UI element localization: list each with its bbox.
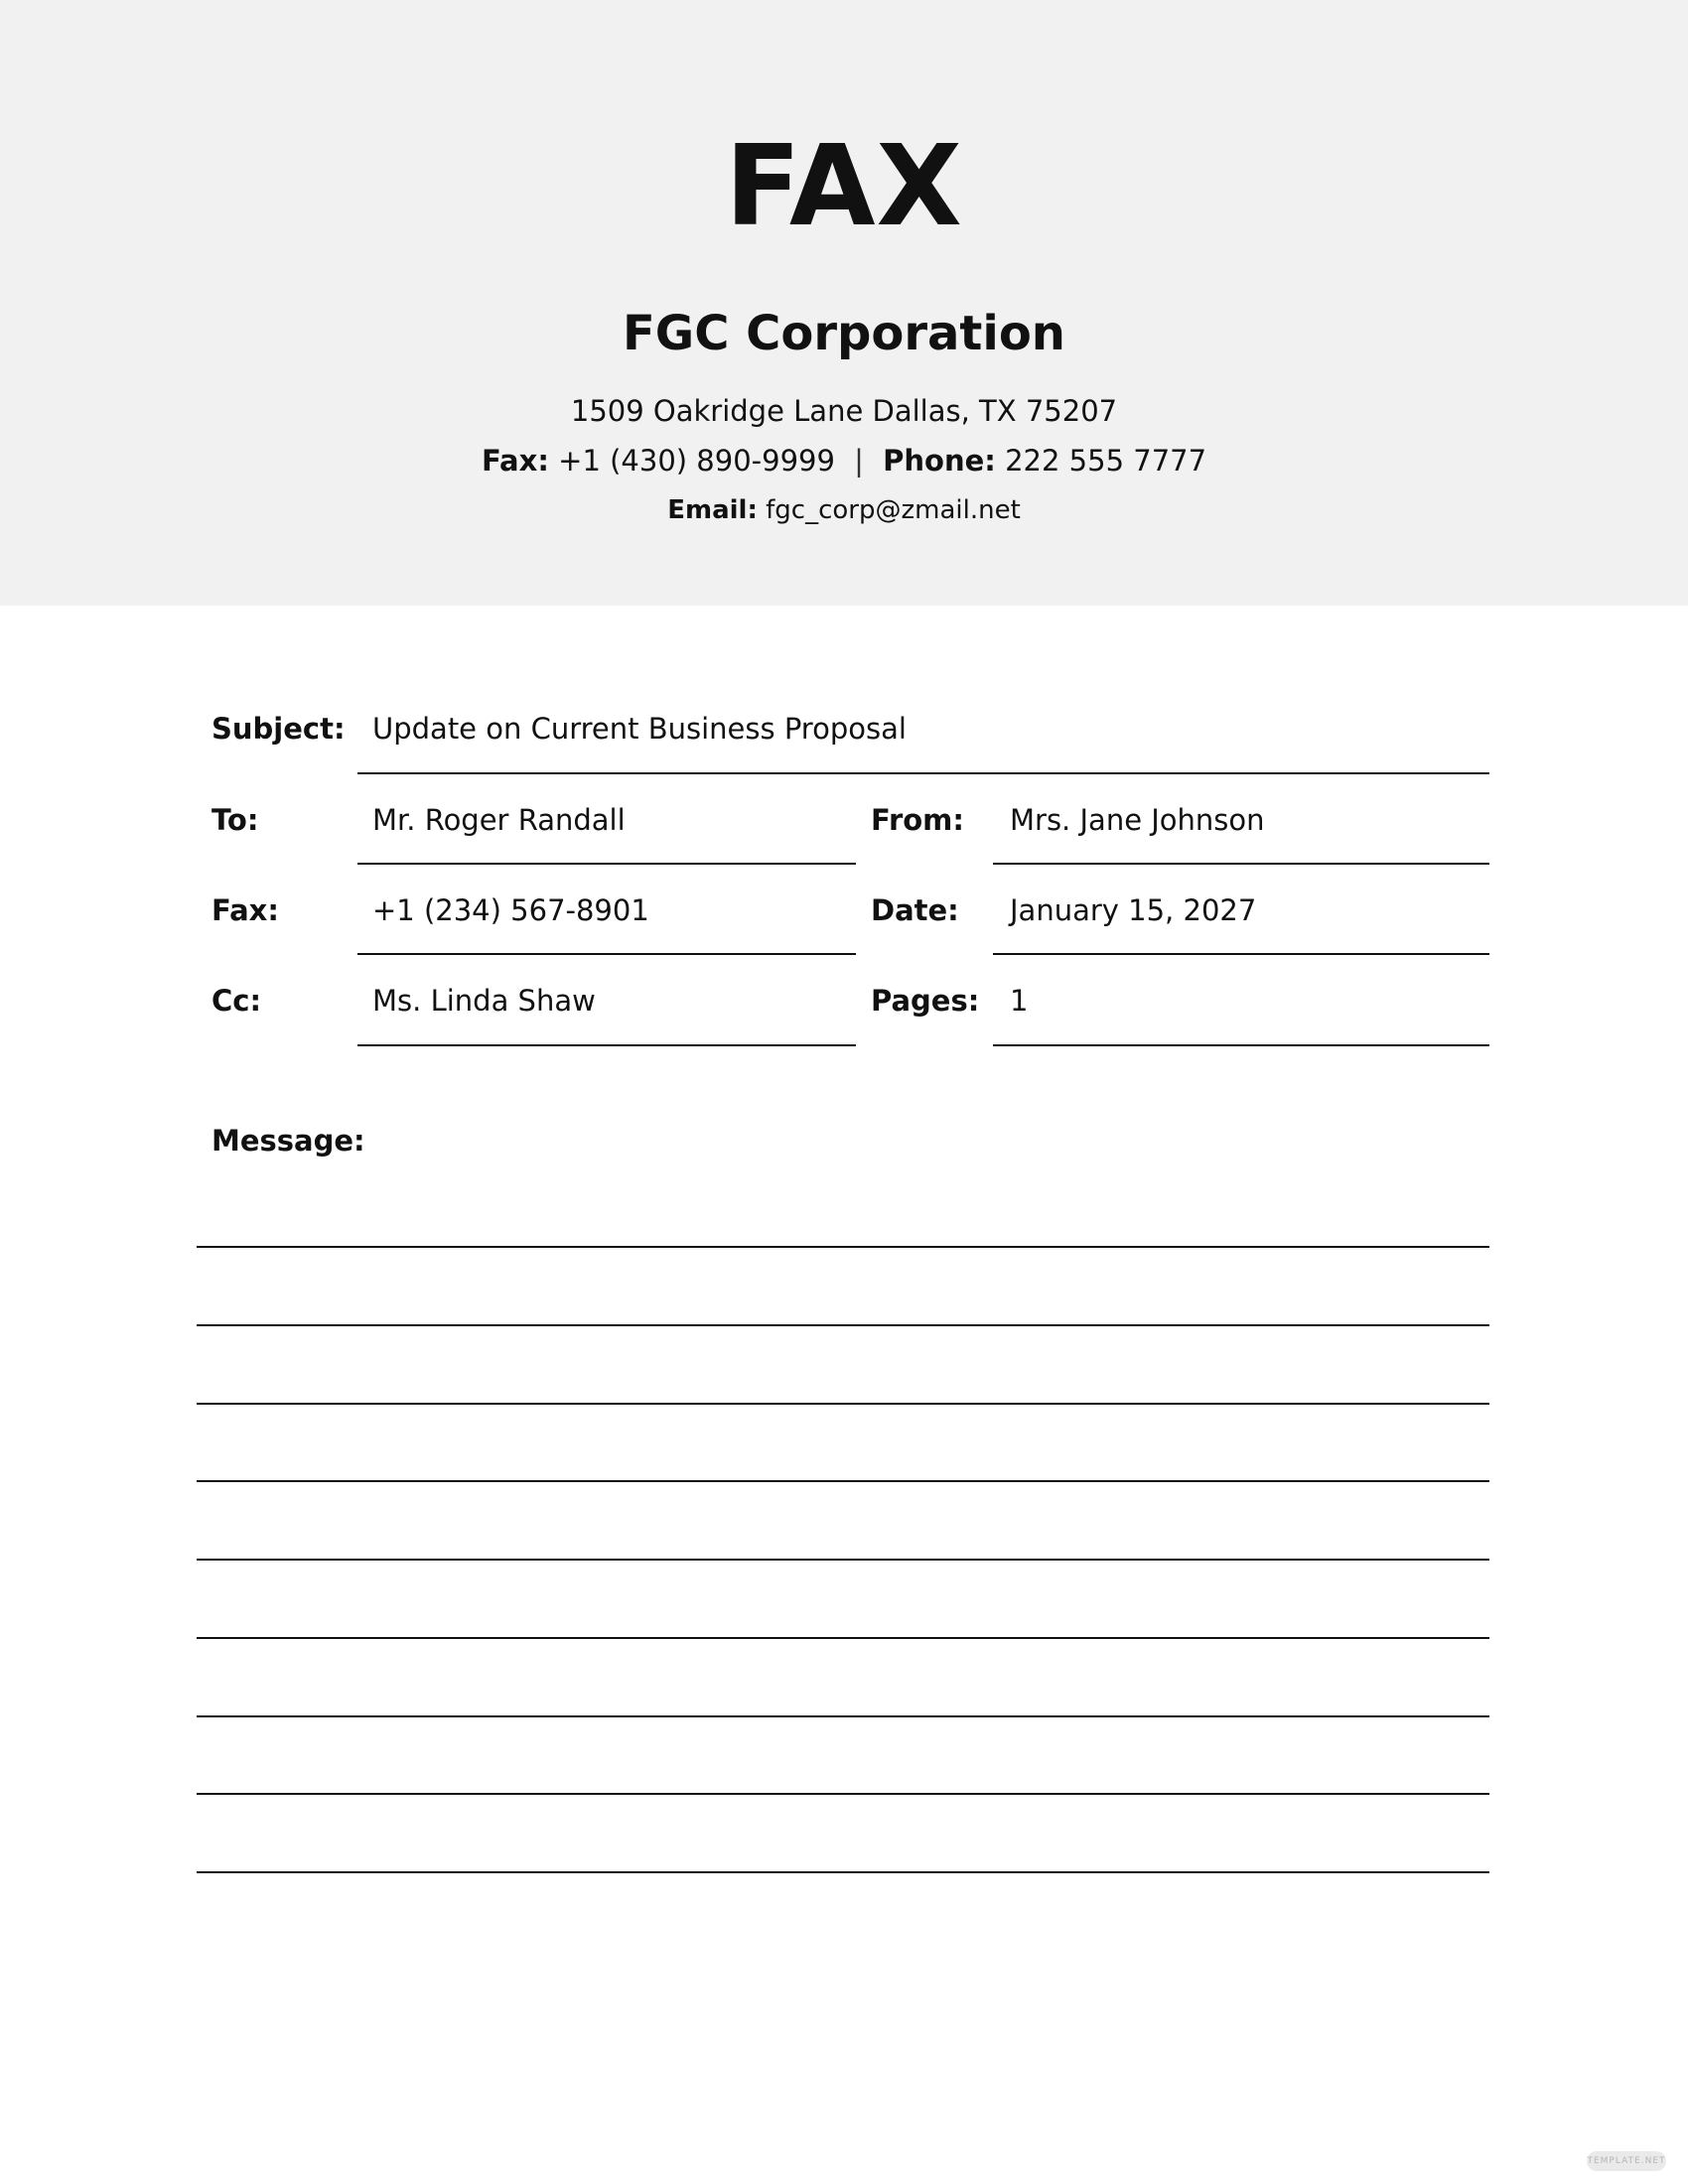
- pages-value[interactable]: 1: [1010, 984, 1029, 1018]
- template-watermark: TEMPLATE.NET: [1587, 2151, 1666, 2171]
- letterhead: [0, 0, 1688, 606]
- document-title: FAX: [725, 122, 963, 251]
- contact-separator: |: [854, 444, 864, 478]
- company-name: FGC Corporation: [623, 306, 1065, 361]
- message-line: [197, 1871, 1489, 1873]
- message-line: [197, 1246, 1489, 1248]
- subject-label: Subject:: [211, 712, 346, 746]
- recipient-fax-label: Fax:: [211, 893, 279, 927]
- recipient-fax-value[interactable]: +1 (234) 567-8901: [372, 893, 649, 927]
- to-label: To:: [211, 803, 259, 837]
- company-address: 1509 Oakridge Lane Dallas, TX 75207: [570, 394, 1118, 428]
- date-underline: [993, 953, 1489, 955]
- company-phone-label: Phone:: [883, 444, 996, 478]
- pages-label: Pages:: [871, 984, 980, 1018]
- from-label: From:: [871, 803, 964, 837]
- date-value[interactable]: January 15, 2027: [1010, 893, 1257, 927]
- cc-value[interactable]: Ms. Linda Shaw: [372, 984, 596, 1018]
- message-line: [197, 1480, 1489, 1482]
- message-line: [197, 1793, 1489, 1795]
- fax-underline: [357, 953, 856, 955]
- message-line: [197, 1324, 1489, 1326]
- pages-underline: [993, 1044, 1489, 1046]
- cc-underline: [357, 1044, 856, 1046]
- company-fax-label: Fax:: [481, 444, 549, 478]
- cc-label: Cc:: [211, 984, 262, 1018]
- to-value[interactable]: Mr. Roger Randall: [372, 803, 626, 837]
- subject-value[interactable]: Update on Current Business Proposal: [372, 712, 907, 746]
- to-underline: [357, 863, 856, 865]
- company-email-value: fgc_corp@zmail.net: [766, 495, 1021, 525]
- company-fax-value: +1 (430) 890-9999: [558, 444, 835, 478]
- message-line: [197, 1559, 1489, 1561]
- company-email-label: Email:: [667, 495, 758, 525]
- message-label: Message:: [211, 1124, 365, 1158]
- company-email-line: [0, 492, 1688, 528]
- company-contact-line: [0, 441, 1688, 480]
- message-line: [197, 1715, 1489, 1717]
- from-value[interactable]: Mrs. Jane Johnson: [1010, 803, 1265, 837]
- message-line: [197, 1637, 1489, 1639]
- message-line: [197, 1403, 1489, 1405]
- from-underline: [993, 863, 1489, 865]
- company-phone-value: 222 555 7777: [1005, 444, 1207, 478]
- subject-underline: [357, 772, 1489, 774]
- date-label: Date:: [871, 893, 959, 927]
